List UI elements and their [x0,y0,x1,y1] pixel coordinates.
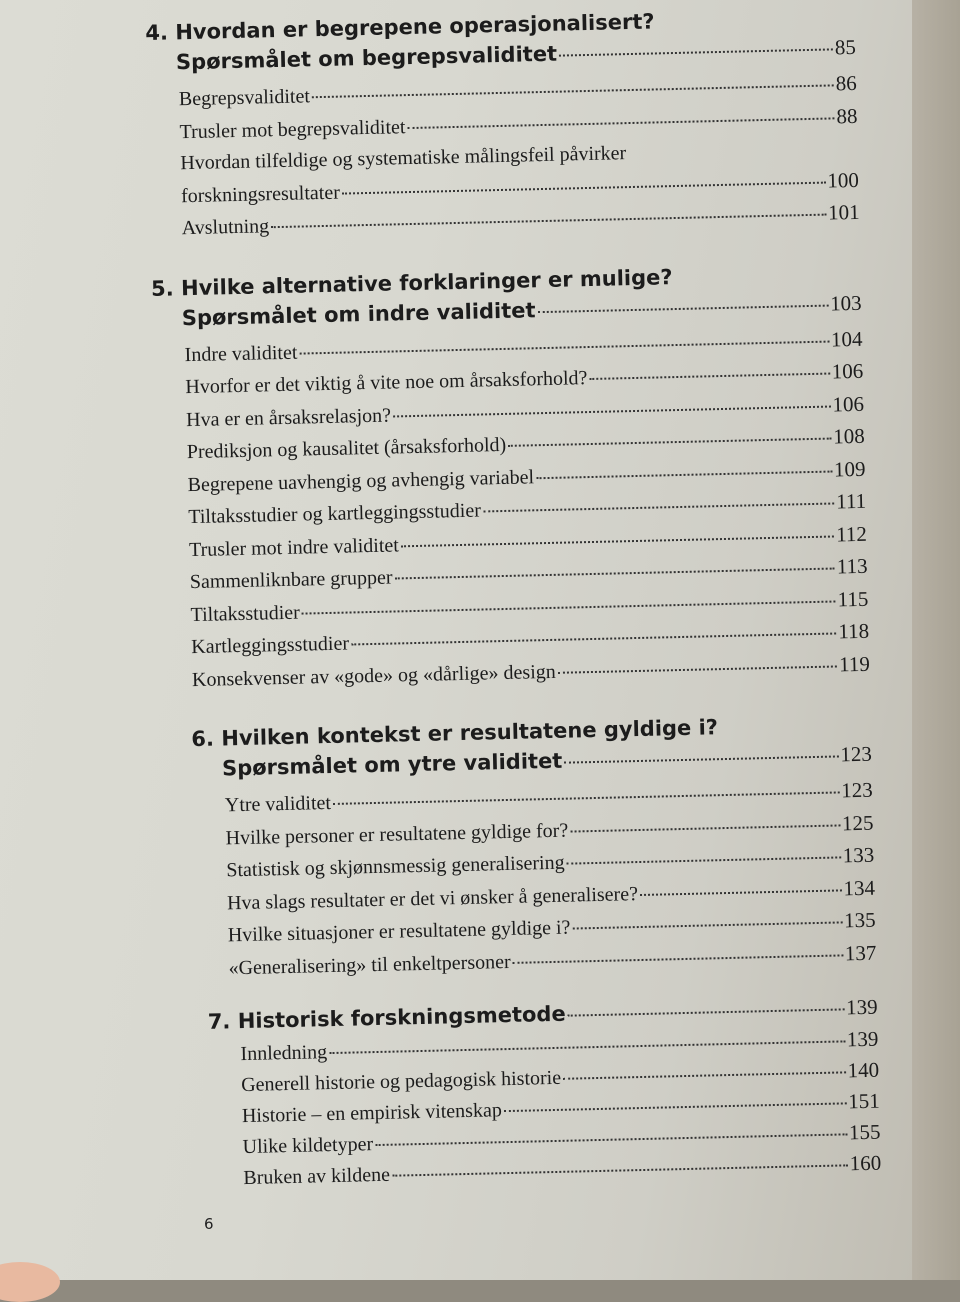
dot-leader [513,954,843,963]
entry-page: 135 [843,907,876,933]
chapter-title-line2: Spørsmålet om indre validitet [181,297,536,330]
chapter-number: 7. [207,1009,231,1034]
chapter-title-line2: Spørsmålet om begrepsvaliditet [175,41,558,75]
chapter-7 [207,992,881,1194]
entry-page: 111 [835,488,867,514]
entry-page: 112 [835,521,868,546]
entry-title: Kartleggingsstudier [191,632,350,659]
dot-leader [572,921,842,929]
dot-leader [342,181,826,194]
entry-page: 155 [848,1119,881,1145]
entry-title: Statistisk og skjønnsmessig generalisering [226,851,565,882]
entry-page: 139 [846,1026,879,1052]
chapter-title-line1: Hvilken kontekst er resultatene gyldige i? [221,715,719,751]
dot-leader [333,791,839,804]
dot-leader [538,304,829,313]
chapter-4 [145,2,860,246]
chapter-title-line1: Hvordan er begrepene operasjonalisert? [175,9,655,45]
entry-title: «Generalisering» til enkeltpersoner [228,950,511,979]
entry-page: 108 [832,423,865,449]
chapter-heading [151,257,862,333]
entry-title: Historie – en empirisk vitenskap [241,1099,503,1128]
dot-leader [567,856,841,864]
dot-leader [568,1008,845,1016]
entry-title: Tiltaksstudier [190,601,301,626]
entry-page: 137 [844,940,877,965]
entry-page: 123 [840,777,873,803]
dot-leader [559,48,833,56]
dot-leader [504,1102,847,1112]
chapter-5 [151,257,870,696]
entry-title-line1: Hvordan tilfeldige og systematiske målingsfeil påvirker [180,142,627,175]
dot-leader [483,502,834,512]
chapter-title-line2: Spørsmålet om ytre validitet [221,748,563,781]
dot-leader [393,405,831,417]
entry-title: Prediksjon og kausalitet (årsaksforhold) [186,433,507,464]
entry-page: 125 [841,810,874,835]
chapter-title: Historisk forskningsmetode [237,1001,566,1034]
dot-leader [375,1133,847,1146]
entry-title: Ytre validitet [224,791,332,817]
entry-page: 101 [827,199,860,225]
entry-title: Innledning [240,1041,328,1066]
dot-leader [312,84,834,98]
dot-leader [640,889,842,896]
entry-title: Konsekvenser av «gode» og «dårlige» design [191,660,556,691]
entry-page: 100 [827,167,860,193]
entry-title: Trusler mot begrepsvaliditet [179,115,406,143]
dot-leader [394,567,834,579]
table-of-contents [145,2,882,1217]
dot-leader [563,1071,846,1079]
entry-title: Indre validitet [184,341,298,366]
dot-leader [351,632,836,645]
entry-title: forskningsresultater [180,181,341,207]
entry-page: 88 [836,103,858,128]
chapter-page: 123 [840,741,873,767]
facing-page-edge [912,0,960,1280]
entry-title: Tiltaksstudier og kartleggingsstudier [188,499,482,529]
dot-leader [271,214,826,229]
dot-leader [558,665,837,673]
dot-leader [570,824,840,832]
entry-page: 133 [842,842,875,868]
chapter-number: 5. [150,275,174,301]
chapter-6 [191,709,877,985]
dot-leader [407,117,834,129]
entry-title: Begrepene uavhengig og avhengig variabel [187,465,535,496]
chapter-heading [191,709,872,784]
entry-title: Hvilke personer er resultatene gyldige for? [225,819,569,849]
chapter-page: 103 [829,290,862,316]
dot-leader [564,755,838,763]
entry-title: Hvilke situasjoner er resultatene gyldige i? [227,916,571,947]
entry-title: Generell historie og pedagogisk historie [240,1066,562,1097]
chapter-page: 139 [845,994,878,1020]
dot-leader [508,438,831,447]
entry-page: 151 [847,1088,881,1114]
chapter-page: 85 [834,34,857,60]
dot-leader [392,1164,848,1176]
entry-title: Hva er en årsaksrelasjon? [185,404,392,431]
entry-page: 106 [831,358,864,384]
entry-page: 115 [837,586,869,611]
dot-leader [329,1040,845,1054]
entry-page: 160 [849,1150,882,1176]
page-number: 6 [204,1215,214,1233]
dot-leader [302,600,836,614]
chapter-title-line1: Hvilke alternative forklaringer er mulige? [180,264,673,300]
entry-title: Avslutning [181,215,270,240]
dot-leader [589,373,829,380]
entry-title: Hvorfor er det viktig å vite noe om årsaksforhold? [185,367,588,399]
dot-leader [401,535,834,547]
entry-page: 109 [833,456,866,481]
entry-title: Sammenliknbare grupper [189,566,393,594]
entry-title: Bruken av kildene [243,1163,391,1190]
dot-leader [299,340,829,354]
entry-page: 140 [847,1057,880,1083]
entry-page: 106 [832,391,865,417]
entry-page: 134 [843,875,876,900]
chapter-number: 4. [145,20,169,45]
entry-title: Trusler mot indre validitet [188,533,400,561]
entry-page: 119 [838,651,871,676]
entry-page: 104 [830,326,863,352]
entry-title: Ulike kildetyper [242,1133,374,1159]
entry-page: 113 [836,553,868,579]
entry-title: Hva slags resultater er det vi ønsker å generalisere? [226,882,639,914]
entry-page: 118 [838,618,870,644]
entry-page: 86 [835,70,857,96]
dot-leader [536,470,832,479]
entry-title: Begrepsvaliditet [178,85,311,111]
chapter-number: 6. [191,726,215,752]
